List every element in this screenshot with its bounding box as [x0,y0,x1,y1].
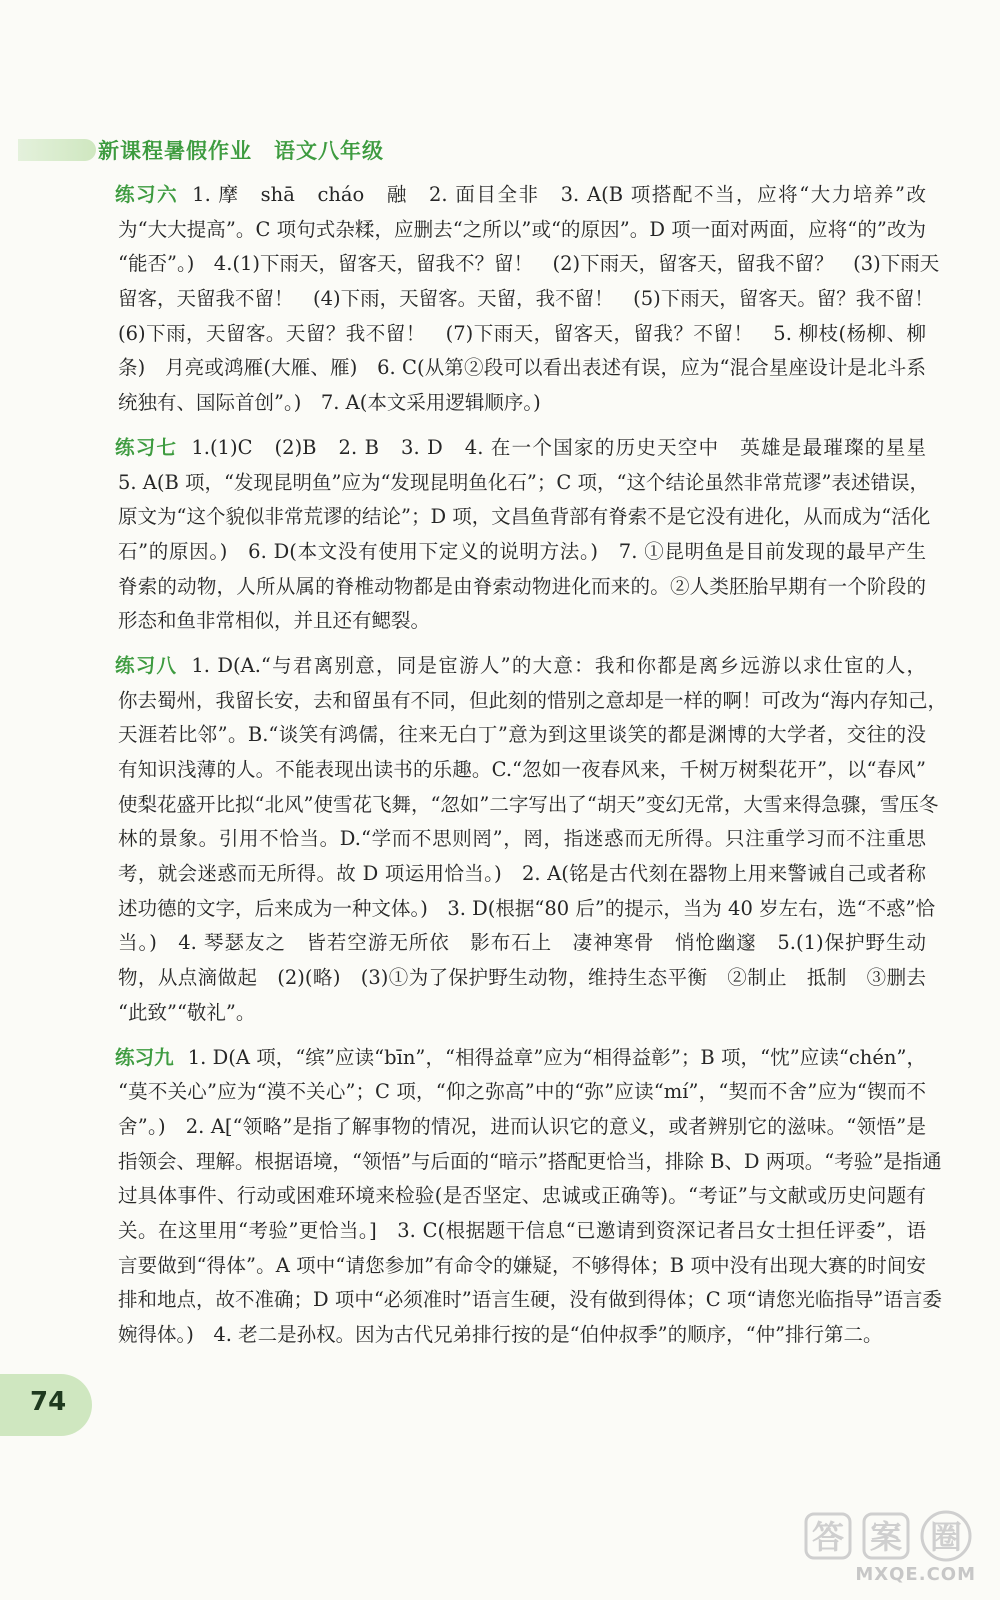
answer-line [118,386,926,421]
answer-line [118,1075,926,1110]
answer-text: 1. D(A.“与君离别意，同是宦游人”的大意：我和你都是离乡远游以求仕宦的人， [191,653,926,677]
answer-line [118,317,926,352]
answer-text: 考，就会迷惑而无所得。故 D 项运用恰当。) 2. A(铭是古代刻在器物上用来警诫自己或者称 [118,862,926,886]
answer-text: 留客，天留我不留！ (4)下雨，天留客。天留，我不留！ (5)下雨天，留客天。留？我不留！ [118,287,934,311]
exercise-label: 练习八 [115,653,178,677]
answer-text: 条) 月亮或鸿雁(大雁、雁) 6. C(从第②段可以看出表述有误，应为“混合星座设计是北斗系 [118,356,926,380]
exercise-label: 练习九 [115,1045,174,1069]
watermark-url: MXQE.COM [855,1564,976,1585]
page-number-tab [0,1374,92,1436]
page-header [0,133,1000,167]
answer-text: 述功德的文字，后来成为一种文体。) 3. D(根据“80 后”的提示，当为 40 岁左右，选“不惑”恰 [118,896,936,920]
answer-text: 统独有、国际首创”。) 7. A(本文采用逻辑顺序。) [118,391,541,415]
answer-text: 当。) 4. 琴瑟友之 皆若空游无所依 影布石上 凄神寒骨 悄怆幽邃 5.(1)保护野生动 [118,931,926,955]
answer-text: 你去蜀州，我留长安，去和留虽有不同，但此刻的惜别之意却是一样的啊！可改为“海内存知己， [118,688,947,712]
exercise-section [115,178,940,421]
answer-text: 排和地点，故不准确；D 项中“必须准时”语言生硬，没有做到得体；C 项“请您光临指导”语言委 [118,1288,942,1312]
header-accent-bar [18,139,96,161]
exercise-label: 练习七 [115,435,178,459]
exercise-section [115,649,947,1031]
answer-line [118,1283,942,1318]
watermark-char-3: 圈 [930,1518,963,1556]
answer-line [118,570,926,605]
answer-line [118,1318,926,1353]
answer-text: 形态和鱼非常相似，并且还有鳃裂。 [118,609,431,633]
answer-text: 为“大大提高”。C 项句式杂糅，应删去“之所以”或“的原因”。D 项一面对两面，应将“的”改为 [118,217,926,241]
answer-line [118,500,931,535]
answer-text: 林的景象。引用不恰当。D.“学而不思则罔”，罔，指迷惑而无所得。只注重学习而不注重思 [118,827,926,851]
page-number: 74 [30,1387,67,1417]
answer-text: 1. 摩 shā cháo 融 2. 面目全非 3. A(B 项搭配不当，应将“大力培养”改 [192,183,926,206]
watermark-char-2: 案 [870,1518,903,1556]
answer-line [118,1214,926,1249]
answer-line [118,466,929,501]
answer-line [118,1145,942,1180]
answer-text: 天涯若比邻”。B.“谈笑有鸿儒，往来无白丁”意为到这里谈笑的都是渊博的大学者，交往的没 [118,723,926,747]
answer-text: 指领会、理解。根据语境，“领悟”与后面的“暗示”搭配更恰当，排除 B、D 两项。“考验”是指通 [118,1149,942,1173]
answer-line [118,351,926,386]
answer-text: 使梨花盛开比拟“北风”使雪花飞舞，“忽如”二字写出了“胡天”变幻无常，大雪来得急骤，雪压冬 [118,792,939,816]
answer-text: (6)下雨，天留客。天留？我不留！ (7)下雨天，留客天，留我？不留！ 5. 柳枝(杨柳、柳 [118,321,926,345]
answer-text: 舍”。) 2. A[“领略”是指了解事物的情况，进而认识它的意义，或者辨别它的滋味。“领悟”是 [118,1114,926,1138]
answer-text: “此致”“敬礼”。 [118,1000,256,1024]
answer-text: 石”的原因。) 6. D(本文没有使用下定义的说明方法。) 7. ①昆明鱼是目前发现的最早产生 [118,539,926,563]
answer-line [118,788,939,823]
answer-line [118,961,926,996]
answer-line [118,604,926,639]
header-title: 新课程暑假作业 语文八年级 [98,139,384,163]
answer-text: “能否”。) 4.(1)下雨天，留客天，留我不？留！ (2)下雨天，留客天，留我不留？ (3)下雨天 [118,252,940,276]
answer-content [115,178,947,1363]
answer-text: 1.(1)C (2)B 2. B 3. D 4. 在一个国家的历史天空中 英雄是最璀璨的星星 [191,435,926,459]
answer-line [118,926,926,961]
answer-line [115,431,926,466]
answer-line [118,1179,926,1214]
answer-line [115,649,926,684]
answer-text: 关。在这里用“考验”更恰当。] 3. C(根据题干信息“已邀请到资深记者吕女士担任评委”，语 [118,1218,926,1242]
answer-text: “莫不关心”应为“漠不关心”；C 项，“仰之弥高”中的“弥”应读“mí”，“契而不舍”应为“锲而不 [118,1080,926,1104]
answer-text: 有知识浅薄的人。不能表现出读书的乐趣。C.“忽如一夜春风来，千树万树梨花开”，以“春风” [118,758,926,781]
answer-line [118,282,934,317]
answer-text: 物，从点滴做起 (2)(略) (3)①为了保护野生动物，维持生态平衡 ②制止 抵制 ③删去 [118,966,926,990]
answer-text: 5. A(B 项，“发现昆明鱼”应为“发现昆明鱼化石”；C 项，“这个结论虽然非常荒谬”表述错误， [118,470,929,494]
answer-line [118,535,926,570]
answer-text: 1. D(A 项，“缤”应读“bīn”，“相得益章”应为“相得益彰”；B 项，“忱”应读“chén”， [187,1045,926,1069]
answer-text: 过具体事件、行动或困难环境来检验(是否坚定、忠诚或正确等)。“考证”与文献或历史问题有 [118,1184,926,1208]
exercise-section [115,431,931,639]
answer-line [118,1249,926,1284]
watermark [800,1508,980,1592]
answer-line [118,247,940,282]
answer-line [118,213,926,248]
answer-text: 言要做到“得体”。A 项中“请您参加”有命令的嫌疑，不够得体；B 项中没有出现大赛的时间安 [118,1253,926,1277]
answer-text: 婉得体。) 4. 老二是孙权。因为古代兄弟排行按的是“伯仲叔季”的顺序，“仲”排行第二。 [118,1323,883,1346]
watermark-logo-icon [800,1508,980,1566]
answer-line [118,718,926,753]
answer-line [118,822,926,857]
answer-line [118,996,926,1031]
answer-line [115,1041,926,1076]
exercise-label: 练习六 [115,183,179,206]
answer-line [118,1110,926,1145]
answer-line [118,753,926,788]
answer-line [118,857,926,892]
answer-line [115,178,926,213]
answer-line [118,892,936,927]
answer-line [118,684,947,719]
watermark-char-1: 答 [812,1518,845,1556]
answer-text: 脊索的动物，人所从属的脊椎动物都是由脊索动物进化而来的。②人类胚胎早期有一个阶段的 [118,574,926,598]
answer-text: 原文为“这个貌似非常荒谬的结论”；D 项，文昌鱼背部有脊索不是它没有进化，从而成为“活化 [118,505,931,529]
exercise-section [115,1041,942,1353]
